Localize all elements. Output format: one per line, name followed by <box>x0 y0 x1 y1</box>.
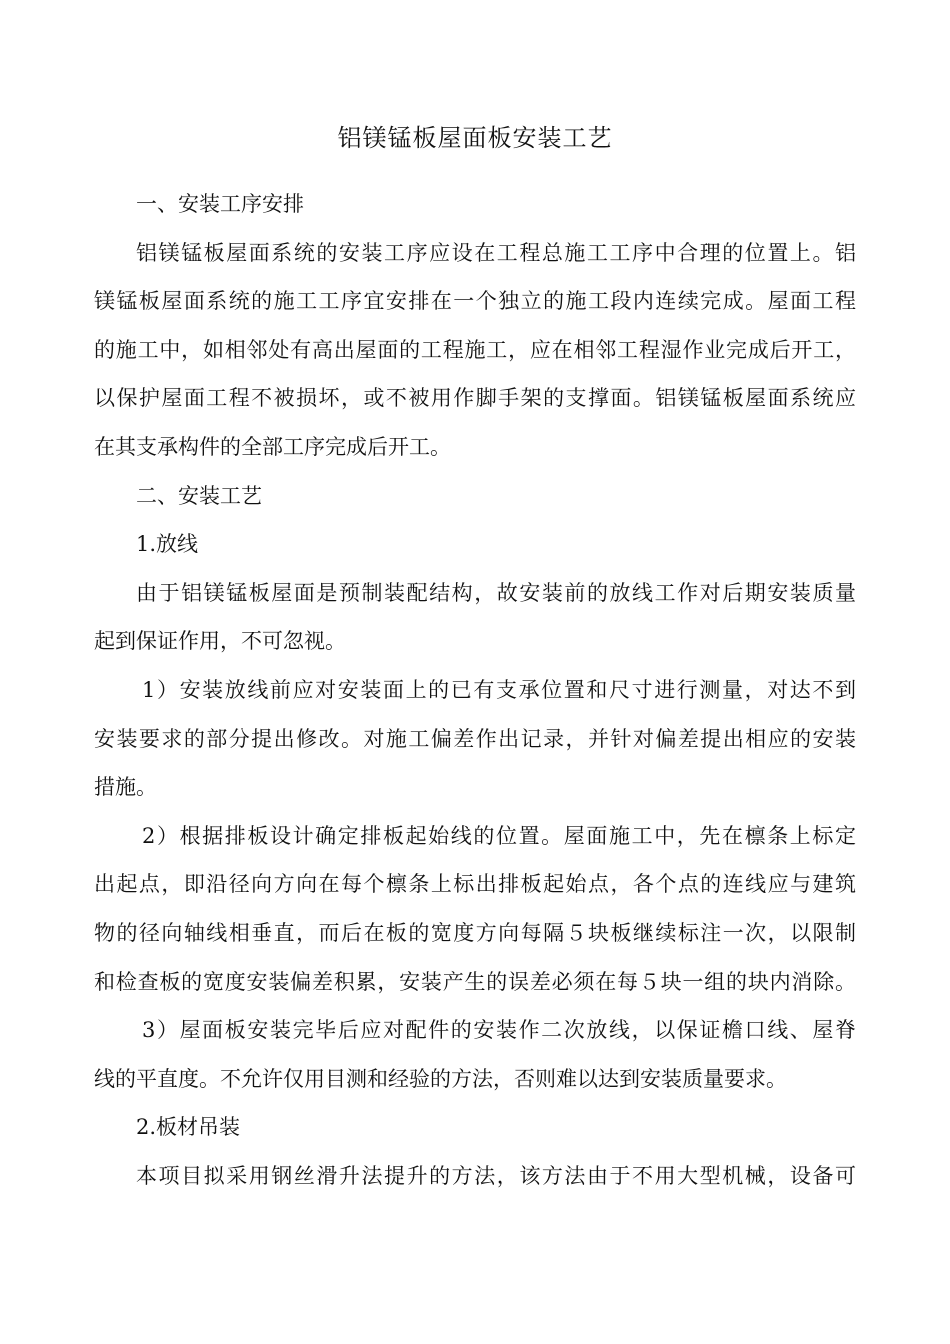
text-line: 铝镁锰板屋面系统的安装工序应设在工程总施工工序中合理的位置上。铝 <box>136 240 856 265</box>
text-line: 出起点，即沿径向方向在每个檩条上标出排板起始点，各个点的连线应与建筑 <box>94 872 856 897</box>
text-line: 和检查板的宽度安装偏差积累，安装产生的误差必须在每５块一组的块内消除。 <box>94 969 856 994</box>
document-title: 铝镁锰板屋面板安装工艺 <box>337 124 613 152</box>
text-line: 起到保证作用，不可忽视。 <box>94 629 346 654</box>
text-line: 1）安装放线前应对安装面上的已有支承位置和尺寸进行测量，对达不到 <box>142 677 856 702</box>
text-line: 一、安装工序安排 <box>136 192 304 216</box>
text-line: 3）屋面板安装完毕后应对配件的安装作二次放线，以保证檐口线、屋脊 <box>142 1018 856 1043</box>
document-body <box>94 180 856 1200</box>
text-line: 镁锰板屋面系统的施工工序宜安排在一个独立的施工段内连续完成。屋面工程 <box>94 289 856 314</box>
text-line: 在其支承构件的全部工序完成后开工。 <box>94 434 451 459</box>
text-line: 线的平直度。不允许仅用目测和经验的方法，否则难以达到安装质量要求。 <box>94 1066 787 1091</box>
text-line: 2.板材吊装 <box>136 1115 241 1140</box>
text-line: 2）根据排板设计确定排板起始线的位置。屋面施工中，先在檩条上标定 <box>142 823 856 848</box>
text-line: 二、安装工艺 <box>136 483 262 508</box>
text-line: 1.放线 <box>136 532 199 557</box>
text-line: 由于铝镁锰板屋面是预制装配结构，故安装前的放线工作对后期安装质量 <box>136 580 856 605</box>
text-line: 以保护屋面工程不被损坏，或不被用作脚手架的支撑面。铝镁锰板屋面系统应 <box>94 386 856 411</box>
text-line: 本项目拟采用钢丝滑升法提升的方法，该方法由于不用大型机械，设备可 <box>136 1163 856 1188</box>
text-line: 的施工中，如相邻处有高出屋面的工程施工，应在相邻工程湿作业完成后开工， <box>94 337 856 362</box>
text-line: 安装要求的部分提出修改。对施工偏差作出记录，并针对偏差提出相应的安装 <box>94 726 856 751</box>
text-line: 物的径向轴线相垂直，而后在板的宽度方向每隔５块板继续标注一次，以限制 <box>94 920 856 945</box>
text-line: 措施。 <box>94 775 157 800</box>
